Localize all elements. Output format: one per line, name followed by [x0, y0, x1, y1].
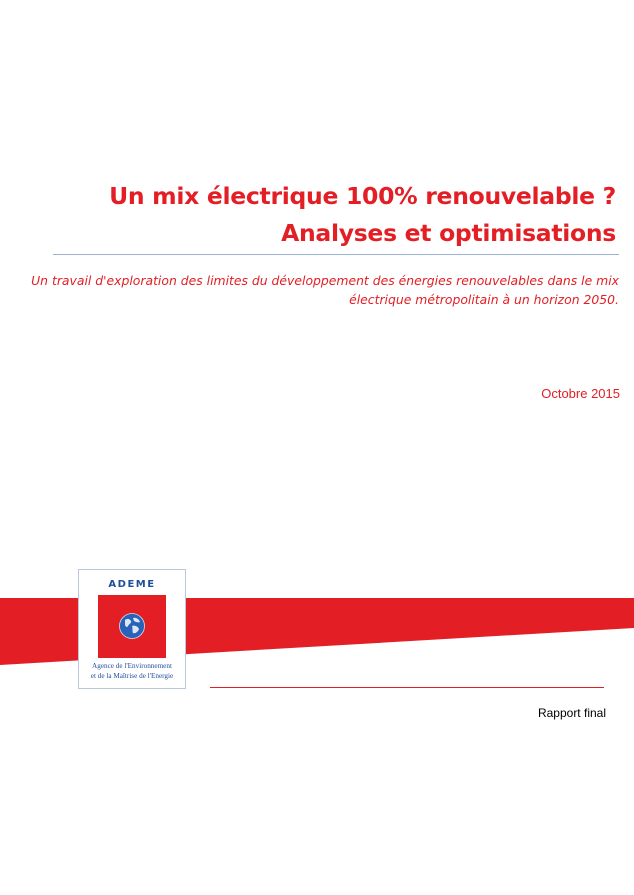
logo-caption	[81, 661, 183, 681]
logo-caption-line-2: et de la Maîtrise de l'Energie	[90, 672, 174, 680]
document-title	[16, 178, 616, 252]
logo-caption-line-1: Agence de l'Environnement	[92, 662, 172, 670]
subtitle-line-1: Un travail d'exploration des limites du développement des énergies renouvelables dans le mix	[31, 273, 619, 288]
bottom-divider	[210, 687, 604, 688]
logo-red-square	[98, 595, 166, 658]
title-line-1: Un mix électrique 100% renouvelable ?	[109, 182, 616, 210]
logo-name: ADEME	[108, 579, 156, 590]
subtitle-line-2: électrique métropolitain à un horizon 2050.	[349, 292, 619, 307]
title-line-2: Analyses et optimisations	[281, 219, 616, 247]
title-divider	[53, 254, 619, 255]
ademe-logo	[78, 569, 186, 689]
publication-date: Octobre 2015	[541, 386, 620, 401]
report-type: Rapport final	[537, 706, 606, 720]
document-subtitle	[29, 271, 619, 309]
globe-icon	[119, 613, 145, 639]
